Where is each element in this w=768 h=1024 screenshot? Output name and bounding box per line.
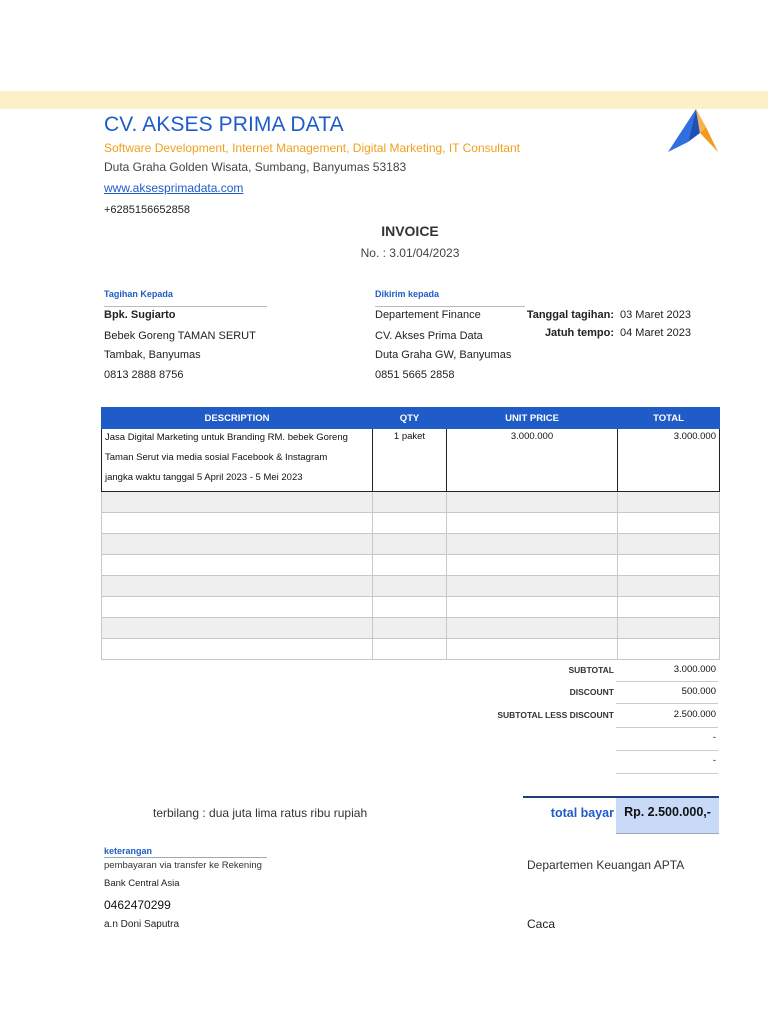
table-row	[102, 555, 720, 576]
total-label: total bayar	[550, 806, 614, 820]
signature-name: Caca	[527, 917, 556, 931]
subtotal-value: 3.000.000	[673, 664, 716, 675]
subtotal-label: SUBTOTAL	[568, 665, 614, 675]
company-address: Duta Graha Golden Wisata, Sumbang, Banyumas 53183	[104, 160, 407, 174]
summary-extra-2: -	[712, 755, 716, 766]
item-qty: 1 paket	[373, 429, 447, 492]
bill-to-name: Bpk. Sugiarto	[104, 309, 176, 321]
item-description	[102, 429, 373, 492]
summary-divider	[616, 750, 718, 751]
bill-to-line2: Tambak, Banyumas	[104, 349, 201, 361]
table-row	[102, 534, 720, 555]
summary-divider	[616, 703, 718, 704]
bill-to-phone: 0813 2888 8756	[104, 369, 184, 381]
table-row	[102, 618, 720, 639]
company-tagline: Software Development, Internet Management, Digital Marketing, IT Consultant	[104, 141, 520, 155]
invoice-date-value: 03 Maret 2023	[620, 309, 691, 321]
total-value: Rp. 2.500.000,-	[624, 805, 711, 819]
company-phone: +6285156652858	[104, 204, 190, 216]
item-desc-line: Jasa Digital Marketing untuk Branding RM. bebek Goreng	[105, 432, 348, 443]
discount-value: 500.000	[681, 686, 716, 697]
header-description: DESCRIPTION	[102, 408, 373, 429]
items-table	[101, 407, 720, 660]
invoice-number: No. : 3.01/04/2023	[360, 246, 460, 260]
header-band	[0, 91, 768, 109]
table-row	[102, 429, 720, 492]
due-date-value: 04 Maret 2023	[620, 327, 691, 339]
signature-department: Departemen Keuangan APTA	[527, 858, 685, 872]
table-row	[102, 597, 720, 618]
ship-to-line2: CV. Akses Prima Data	[375, 330, 483, 342]
bill-to-label: Tagihan Kepada	[104, 289, 173, 299]
due-date-label: Jatuh tempo:	[544, 327, 614, 339]
notes-line1: pembayaran via transfer ke Rekening	[104, 860, 262, 871]
summary-divider	[616, 681, 718, 682]
table-row	[102, 639, 720, 660]
bill-to-line1: Bebek Goreng TAMAN SERUT	[104, 330, 256, 342]
notes-label: keterangan	[104, 846, 153, 856]
ship-to-line3: Duta Graha GW, Banyumas	[375, 349, 512, 361]
bill-to-divider	[104, 306, 267, 307]
notes-account: 0462470299	[104, 898, 171, 912]
ship-to-label: Dikirim kepada	[375, 289, 440, 299]
company-website-link[interactable]: www.aksesprimadata.com	[104, 181, 244, 195]
table-row	[102, 513, 720, 534]
summary-divider	[616, 727, 718, 728]
notes-divider	[104, 857, 267, 858]
notes-bank: Bank Central Asia	[104, 878, 180, 889]
item-desc-line: Taman Serut via media sosial Facebook & Instagram	[105, 452, 328, 463]
ship-to-divider	[375, 306, 525, 307]
table-row	[102, 492, 720, 513]
total-label-rule	[523, 796, 616, 798]
item-desc-line: jangka waktu tanggal 5 April 2023 - 5 Mei 2023	[105, 472, 303, 483]
header-unit-price: UNIT PRICE	[447, 408, 618, 429]
invoice-date-label: Tanggal tagihan:	[526, 309, 614, 321]
company-name: CV. AKSES PRIMA DATA	[104, 113, 344, 136]
ship-to-phone: 0851 5665 2858	[375, 369, 455, 381]
subtotal-less-discount-label: SUBTOTAL LESS DISCOUNT	[497, 710, 614, 720]
amount-in-words: terbilang : dua juta lima ratus ribu rupiah	[153, 806, 368, 820]
subtotal-less-discount-value: 2.500.000	[673, 709, 716, 720]
invoice-title: INVOICE	[381, 223, 439, 239]
summary-extra-1: -	[712, 732, 716, 743]
table-row	[102, 576, 720, 597]
triangle-logo-icon	[666, 107, 718, 155]
table-header-row	[102, 408, 720, 429]
ship-to-line1: Departement Finance	[375, 309, 481, 321]
header-total: TOTAL	[618, 408, 720, 429]
summary-divider	[616, 773, 718, 774]
discount-label: DISCOUNT	[569, 687, 614, 697]
item-unit-price: 3.000.000	[447, 429, 618, 492]
item-total: 3.000.000	[618, 429, 720, 492]
header-qty: QTY	[373, 408, 447, 429]
notes-holder: a.n Doni Saputra	[104, 919, 180, 930]
